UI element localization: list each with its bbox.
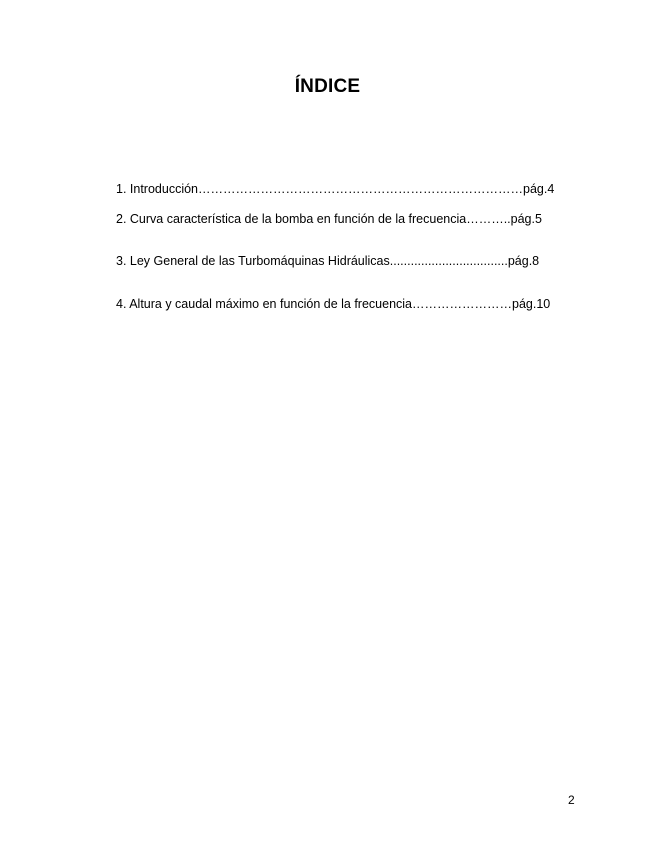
toc-entry-introduccion: 1. Introducción……………………………………………………………………pág.4 [116, 182, 555, 196]
toc-entry-curva-caracteristica: 2. Curva característica de la bomba en función de la frecuencia………..pág.5 [116, 212, 542, 226]
page-number: 2 [568, 793, 575, 807]
toc-entry-altura-caudal: 4. Altura y caudal máximo en función de la frecuencia……………………pág.10 [116, 297, 551, 311]
page-title: ÍNDICE [294, 76, 361, 97]
toc-entry-ley-general: 3. Ley General de las Turbomáquinas Hidráulicas..................................pág.8 [116, 254, 540, 268]
